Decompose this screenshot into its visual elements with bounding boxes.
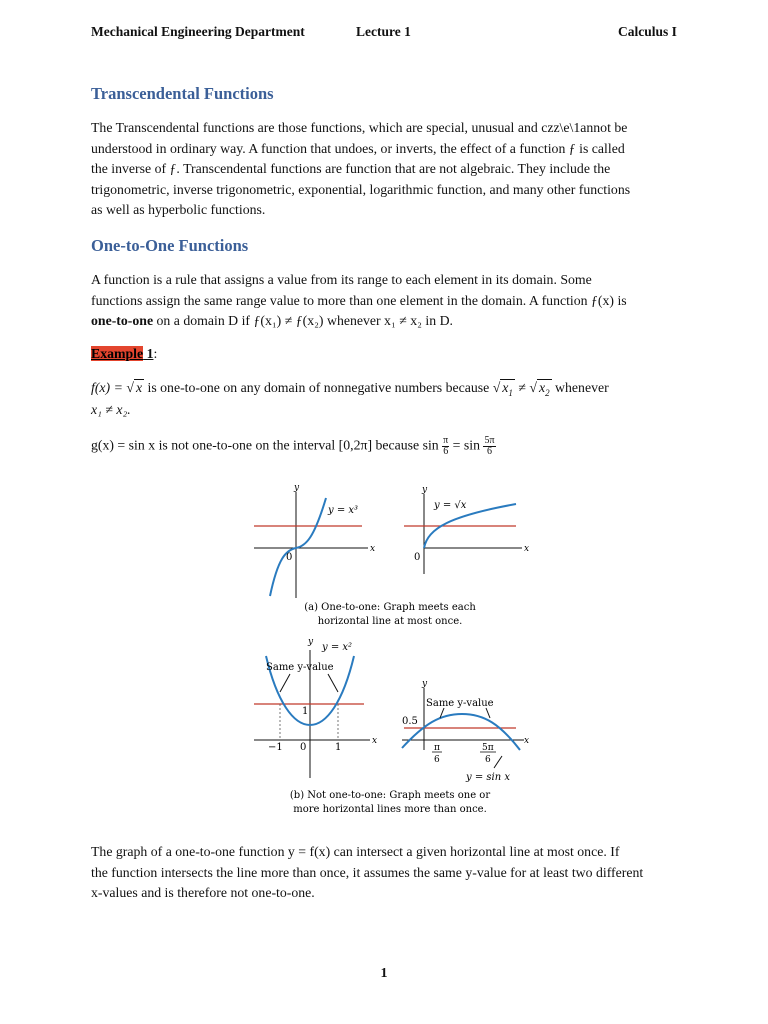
para-line: A function is a rule that assigns a value from its range to each element in its domain. Some bbox=[91, 272, 592, 287]
example-highlight: Example bbox=[91, 346, 144, 361]
tick-1: 1 bbox=[335, 742, 342, 753]
x-axis-label: x bbox=[524, 736, 530, 746]
pointer-line bbox=[494, 756, 502, 768]
section-title-one-to-one: One-to-One Functions bbox=[91, 236, 249, 255]
f-lhs: f(x) = bbox=[91, 380, 127, 395]
same-y-value-note: Same y-value bbox=[426, 698, 494, 709]
example-colon: : bbox=[153, 346, 158, 361]
f-mid: is one-to-one on any domain of nonnegative numbers because bbox=[144, 380, 493, 395]
graph-sin bbox=[402, 679, 529, 783]
f-radicand-1: $x_1$ bbox=[502, 380, 513, 398]
paragraph-closing bbox=[91, 842, 679, 904]
para-line: the function intersects the line more than once, it assumes the same y-value for at least two different bbox=[91, 864, 644, 880]
curve-label: y = sin x bbox=[466, 772, 510, 783]
y-tick-half: 0.5 bbox=[402, 716, 418, 727]
example-label bbox=[91, 346, 157, 362]
para-line: The Transcendental functions are those functions, which are special, unusual and czz\e\1annot be bbox=[91, 120, 628, 135]
example-number: 1 bbox=[143, 346, 154, 361]
same-y-value-note: Same y-value bbox=[266, 662, 334, 673]
y-axis-label: y bbox=[308, 637, 314, 647]
curve-label: y = √x bbox=[434, 500, 467, 511]
pointer-line bbox=[328, 674, 338, 692]
g-eq: = sin bbox=[449, 437, 481, 453]
header-center: Lecture 1 bbox=[356, 24, 411, 39]
curve-sin bbox=[402, 714, 520, 750]
y-axis-label: y bbox=[294, 483, 300, 493]
caption-b-line2: more horizontal lines more than once. bbox=[293, 804, 487, 815]
g-text: g(x) = sin x is not one-to-one on the interval [0,2π] because sin bbox=[91, 437, 439, 453]
para-line: trigonometric, inverse trigonometric, exponential, logarithmic function, and many other functions bbox=[91, 181, 631, 197]
tick-5pi-6-den: 6 bbox=[485, 755, 491, 765]
tick-neg1: −1 bbox=[268, 742, 283, 753]
caption-a-line1: (a) One-to-one: Graph meets each bbox=[304, 602, 476, 613]
y-axis-label: y bbox=[422, 485, 428, 495]
fraction-pi-6: $\frac{\pi}{6}$ bbox=[443, 435, 449, 457]
para-line: understood in ordinary way. A function that undoes, or inverts, the effect of a function ƒ is called bbox=[91, 140, 625, 156]
tick-pi-6-num: π bbox=[434, 743, 440, 753]
header-left: Mechanical Engineering Department bbox=[91, 24, 305, 39]
graph-sqrt bbox=[404, 485, 529, 574]
paragraph-one-to-one bbox=[91, 270, 679, 332]
para-line: The graph of a one-to-one function y = f(x) can intersect a given horizontal line at most once. If bbox=[91, 844, 620, 859]
page-number: 1 bbox=[380, 966, 388, 981]
definition-rest: on a domain D if ƒ(x₁) ≠ ƒ(x₂) whenever x₁ ≠ x₂ in D. bbox=[153, 313, 453, 328]
example-f-line: f(x) = √ x is one-to-one on any domain of nonnegative numbers because √ $x_1$ ≠ √ $x_2$ whenever bbox=[91, 380, 609, 398]
origin-label: 0 bbox=[286, 552, 293, 563]
y-tick-1: 1 bbox=[302, 706, 309, 717]
f-tail: whenever bbox=[551, 380, 609, 395]
definition-term: one-to-one bbox=[91, 313, 154, 328]
section-title-transcendental: Transcendental Functions bbox=[91, 84, 274, 103]
pointer-line bbox=[280, 674, 290, 692]
fraction-5pi-6: $\frac{5\pi}{6}$ bbox=[484, 435, 495, 457]
para-line: the inverse of ƒ. Transcendental functions are function that are not algebraic. They include the bbox=[91, 161, 611, 176]
graph-x-cubed bbox=[254, 483, 375, 598]
f-radicand-2: $x_2$ bbox=[538, 380, 550, 398]
example-g-line bbox=[91, 436, 496, 457]
para-line: functions assign the same range value to more than one element in the domain. A function ƒ(x) is bbox=[91, 292, 627, 308]
tick-5pi-6-num: 5π bbox=[482, 743, 494, 753]
figure-one-to-one-graphs bbox=[240, 478, 540, 818]
tick-0: 0 bbox=[300, 742, 307, 753]
header-right: Calculus I bbox=[618, 24, 677, 39]
y-axis-label: y bbox=[422, 679, 428, 689]
x-axis-label: x bbox=[370, 544, 376, 554]
definition-line bbox=[91, 311, 679, 332]
caption-b-line1: (b) Not one-to-one: Graph meets one or bbox=[289, 790, 491, 801]
f-radicand: x bbox=[135, 380, 143, 395]
graph-x-squared bbox=[254, 637, 377, 778]
x-axis-label: x bbox=[524, 544, 530, 554]
example-f-line2: x₁ ≠ x₂. bbox=[91, 402, 131, 417]
origin-label: 0 bbox=[414, 552, 421, 563]
curve-x-cubed bbox=[270, 498, 326, 596]
f-neq: ≠ bbox=[514, 380, 530, 395]
curve-label: y = x³ bbox=[328, 505, 359, 516]
caption-a-line2: horizontal line at most once. bbox=[317, 616, 463, 627]
para-line: x-values and is therefore not one-to-one. bbox=[91, 885, 315, 900]
pointer-line bbox=[486, 708, 490, 718]
para-line: as well as hyperbolic functions. bbox=[91, 202, 266, 217]
paragraph-transcendental bbox=[91, 118, 679, 221]
x-axis-label: x bbox=[372, 736, 378, 746]
tick-pi-6-den: 6 bbox=[434, 755, 440, 765]
curve-label: y = x² bbox=[322, 642, 353, 653]
